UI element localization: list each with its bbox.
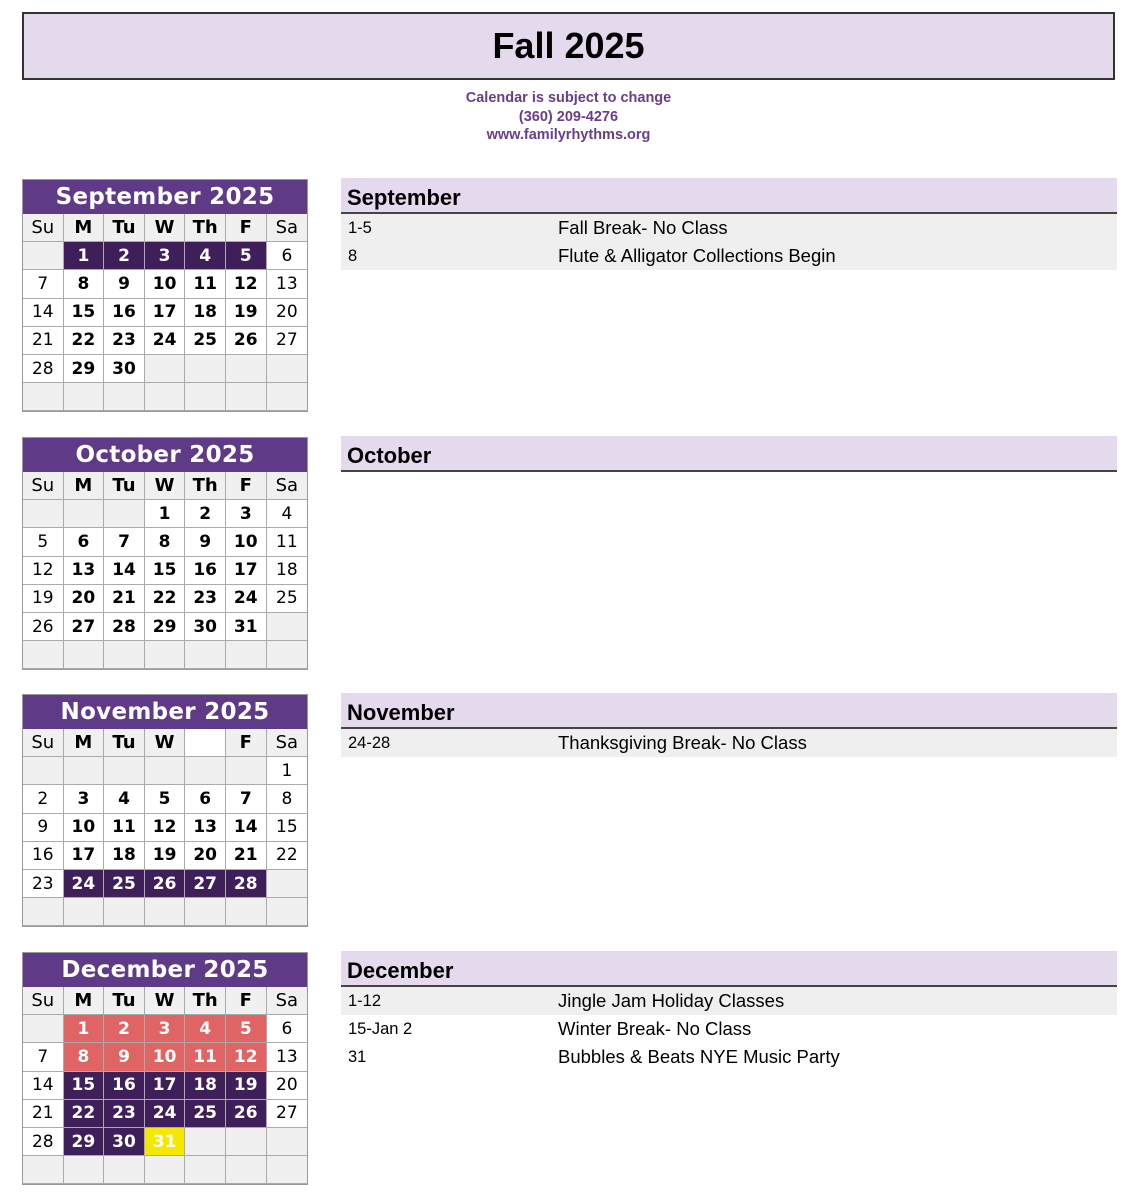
calendar-day: 26 — [226, 1100, 267, 1128]
page-title-box — [22, 12, 1115, 80]
calendar-title: November 2025 — [23, 695, 307, 729]
calendar-day: 21 — [23, 1100, 64, 1128]
calendar-day: 12 — [226, 1043, 267, 1071]
calendar-day: 16 — [104, 1072, 145, 1100]
calendar-day: 6 — [267, 1015, 308, 1043]
event-date: 24-28 — [348, 733, 391, 752]
calendar-grid — [23, 987, 307, 1184]
calendar-day: 11 — [104, 814, 145, 842]
event-row — [341, 242, 1117, 270]
calendar-grid — [23, 729, 307, 926]
calendar-day: 5 — [226, 242, 267, 270]
calendar-day: 25 — [267, 585, 308, 613]
calendar-day: 17 — [226, 557, 267, 585]
subtitle-phone[interactable]: (360) 209-4276 — [518, 108, 619, 125]
calendar-day: 7 — [23, 270, 64, 298]
calendar-day: 20 — [185, 842, 226, 870]
event-date: 1-5 — [348, 218, 372, 237]
calendar-day: 24 — [226, 585, 267, 613]
calendar-empty-cell — [23, 757, 64, 785]
calendar-day: 18 — [104, 842, 145, 870]
calendar-day: 2 — [104, 242, 145, 270]
calendar-title: September 2025 — [23, 180, 307, 214]
calendar-day: 5 — [145, 785, 186, 813]
calendar-grid — [23, 214, 307, 411]
calendar-day: 31 — [145, 1128, 186, 1156]
calendar-day: 25 — [185, 1100, 226, 1128]
calendar-empty-cell — [267, 355, 308, 383]
event-date: 1-12 — [348, 991, 382, 1010]
calendar-empty-cell — [104, 1156, 145, 1184]
calendar-day: 19 — [23, 585, 64, 613]
calendar-empty-cell — [267, 641, 308, 669]
calendar-september — [22, 179, 308, 412]
calendar-day: 6 — [185, 785, 226, 813]
events-november — [341, 693, 1117, 757]
event-row — [341, 1015, 1117, 1043]
calendar-day: 12 — [145, 814, 186, 842]
calendar-day: 8 — [64, 1043, 105, 1071]
calendar-day: 18 — [267, 557, 308, 585]
calendar-day: 2 — [185, 500, 226, 528]
calendar-empty-cell — [267, 898, 308, 926]
calendar-empty-cell — [104, 383, 145, 411]
calendar-day: 17 — [64, 842, 105, 870]
calendar-day: 29 — [64, 355, 105, 383]
calendar-empty-cell — [185, 355, 226, 383]
subtitle-note: Calendar is subject to change — [465, 90, 672, 106]
weekday-header: Th — [185, 214, 226, 242]
calendar-title: October 2025 — [23, 438, 307, 472]
event-description: Bubbles & Beats NYE Music Party — [558, 1046, 840, 1067]
calendar-day: 7 — [23, 1043, 64, 1071]
calendar-day: 7 — [226, 785, 267, 813]
calendar-day: 13 — [267, 1043, 308, 1071]
calendar-empty-cell — [267, 870, 308, 898]
calendar-empty-cell — [185, 1128, 226, 1156]
calendar-day: 19 — [145, 842, 186, 870]
calendar-day: 22 — [145, 585, 186, 613]
calendar-empty-cell — [185, 1156, 226, 1184]
calendar-empty-cell — [64, 898, 105, 926]
weekday-header: M — [64, 987, 105, 1015]
calendar-day: 14 — [104, 557, 145, 585]
subtitle-block — [0, 89, 1129, 145]
calendar-empty-cell — [23, 641, 64, 669]
calendar-empty-cell — [226, 641, 267, 669]
calendar-day: 21 — [23, 327, 64, 355]
calendar-day: 29 — [64, 1128, 105, 1156]
weekday-header: M — [64, 214, 105, 242]
calendar-empty-cell — [64, 500, 105, 528]
calendar-empty-cell — [226, 383, 267, 411]
calendar-empty-cell — [104, 641, 145, 669]
calendar-day: 5 — [226, 1015, 267, 1043]
calendar-day: 18 — [185, 299, 226, 327]
calendar-day: 14 — [23, 299, 64, 327]
calendar-day: 11 — [185, 1043, 226, 1071]
calendar-day: 23 — [104, 327, 145, 355]
calendar-empty-cell — [64, 757, 105, 785]
events-heading: November — [341, 693, 1117, 729]
calendar-day: 1 — [145, 500, 186, 528]
event-date: 31 — [348, 1047, 367, 1066]
calendar-day: 24 — [145, 327, 186, 355]
weekday-header: Su — [23, 214, 64, 242]
weekday-header: Tu — [104, 987, 145, 1015]
events-heading: December — [341, 951, 1117, 987]
calendar-empty-cell — [226, 355, 267, 383]
calendar-day: 3 — [226, 500, 267, 528]
calendar-empty-cell — [23, 242, 64, 270]
events-september — [341, 178, 1117, 270]
calendar-day: 24 — [64, 870, 105, 898]
weekday-header: F — [226, 987, 267, 1015]
calendar-day: 20 — [64, 585, 105, 613]
weekday-header: Tu — [104, 214, 145, 242]
weekday-header — [185, 729, 226, 757]
calendar-empty-cell — [185, 757, 226, 785]
calendar-day: 20 — [267, 1072, 308, 1100]
calendar-day: 6 — [267, 242, 308, 270]
calendar-day: 19 — [226, 299, 267, 327]
calendar-empty-cell — [145, 355, 186, 383]
calendar-day: 30 — [104, 355, 145, 383]
calendar-day: 1 — [267, 757, 308, 785]
calendar-empty-cell — [185, 383, 226, 411]
calendar-empty-cell — [267, 1128, 308, 1156]
event-row — [341, 729, 1117, 757]
calendar-day: 26 — [145, 870, 186, 898]
calendar-day: 16 — [185, 557, 226, 585]
calendar-day: 28 — [104, 613, 145, 641]
calendar-empty-cell — [104, 757, 145, 785]
calendar-day: 9 — [104, 1043, 145, 1071]
calendar-day: 13 — [185, 814, 226, 842]
calendar-day: 2 — [104, 1015, 145, 1043]
calendar-day: 1 — [64, 242, 105, 270]
event-description: Winter Break- No Class — [558, 1018, 752, 1039]
calendar-empty-cell — [145, 757, 186, 785]
calendar-day: 17 — [145, 299, 186, 327]
calendar-day: 3 — [64, 785, 105, 813]
calendar-day: 9 — [104, 270, 145, 298]
calendar-day: 3 — [145, 1015, 186, 1043]
calendar-day: 15 — [64, 1072, 105, 1100]
weekday-header: W — [145, 987, 186, 1015]
weekday-header: Tu — [104, 729, 145, 757]
event-description: Flute & Alligator Collections Begin — [558, 245, 836, 266]
calendar-day: 27 — [267, 327, 308, 355]
calendar-empty-cell — [145, 1156, 186, 1184]
calendar-day: 28 — [23, 1128, 64, 1156]
calendar-day: 30 — [104, 1128, 145, 1156]
calendar-day: 9 — [185, 528, 226, 556]
calendar-title: December 2025 — [23, 953, 307, 987]
weekday-header: Th — [185, 472, 226, 500]
calendar-day: 11 — [267, 528, 308, 556]
weekday-header: Su — [23, 729, 64, 757]
event-row — [341, 1043, 1117, 1071]
events-heading: September — [341, 178, 1117, 214]
calendar-day: 9 — [23, 814, 64, 842]
calendar-day: 4 — [104, 785, 145, 813]
calendar-day: 12 — [23, 557, 64, 585]
calendar-day: 8 — [64, 270, 105, 298]
calendar-day: 12 — [226, 270, 267, 298]
calendar-day: 15 — [267, 814, 308, 842]
calendar-day: 28 — [226, 870, 267, 898]
events-october — [341, 436, 1117, 472]
subtitle-website[interactable]: www.familyrhythms.org — [486, 127, 651, 143]
calendar-empty-cell — [226, 1128, 267, 1156]
calendar-day: 10 — [145, 270, 186, 298]
calendar-day: 29 — [145, 613, 186, 641]
weekday-header: Sa — [267, 987, 308, 1015]
calendar-day: 4 — [185, 1015, 226, 1043]
calendar-day: 8 — [267, 785, 308, 813]
weekday-header: M — [64, 472, 105, 500]
calendar-day: 25 — [104, 870, 145, 898]
calendar-day: 23 — [23, 870, 64, 898]
calendar-day: 22 — [267, 842, 308, 870]
calendar-empty-cell — [185, 641, 226, 669]
calendar-day: 27 — [185, 870, 226, 898]
calendar-day: 3 — [145, 242, 186, 270]
calendar-empty-cell — [64, 383, 105, 411]
calendar-day: 22 — [64, 1100, 105, 1128]
calendar-day: 8 — [145, 528, 186, 556]
calendar-day: 4 — [185, 242, 226, 270]
calendar-day: 25 — [185, 327, 226, 355]
calendar-day: 22 — [64, 327, 105, 355]
calendar-day: 16 — [23, 842, 64, 870]
calendar-day: 6 — [64, 528, 105, 556]
event-description: Fall Break- No Class — [558, 217, 728, 238]
page-title: Fall 2025 — [492, 25, 645, 66]
weekday-header: Su — [23, 472, 64, 500]
calendar-empty-cell — [267, 383, 308, 411]
weekday-header: F — [226, 729, 267, 757]
calendar-day: 23 — [185, 585, 226, 613]
calendar-day: 5 — [23, 528, 64, 556]
calendar-day: 10 — [64, 814, 105, 842]
calendar-empty-cell — [64, 641, 105, 669]
calendar-day: 26 — [226, 327, 267, 355]
weekday-header: Tu — [104, 472, 145, 500]
event-row — [341, 987, 1117, 1015]
calendar-day: 31 — [226, 613, 267, 641]
calendar-day: 24 — [145, 1100, 186, 1128]
calendar-day: 2 — [23, 785, 64, 813]
calendar-day: 15 — [145, 557, 186, 585]
calendar-empty-cell — [23, 500, 64, 528]
calendar-day: 26 — [23, 613, 64, 641]
event-date: 8 — [348, 246, 358, 265]
calendar-empty-cell — [104, 500, 145, 528]
calendar-empty-cell — [104, 898, 145, 926]
calendar-day: 21 — [226, 842, 267, 870]
weekday-header: Sa — [267, 472, 308, 500]
calendar-grid — [23, 472, 307, 669]
weekday-header: M — [64, 729, 105, 757]
calendar-day: 17 — [145, 1072, 186, 1100]
calendar-day: 1 — [64, 1015, 105, 1043]
calendar-day: 7 — [104, 528, 145, 556]
calendar-empty-cell — [64, 1156, 105, 1184]
calendar-day: 13 — [267, 270, 308, 298]
calendar-empty-cell — [226, 1156, 267, 1184]
calendar-day: 19 — [226, 1072, 267, 1100]
event-description: Jingle Jam Holiday Classes — [558, 990, 785, 1011]
calendar-day: 4 — [267, 500, 308, 528]
calendar-day: 20 — [267, 299, 308, 327]
calendar-day: 13 — [64, 557, 105, 585]
events-heading: October — [341, 436, 1117, 472]
calendar-december — [22, 952, 308, 1185]
event-date: 15-Jan 2 — [348, 1019, 413, 1038]
calendar-day: 30 — [185, 613, 226, 641]
calendar-day: 10 — [226, 528, 267, 556]
weekday-header: F — [226, 214, 267, 242]
calendar-empty-cell — [23, 898, 64, 926]
calendar-empty-cell — [145, 383, 186, 411]
calendar-day: 14 — [226, 814, 267, 842]
event-description: Thanksgiving Break- No Class — [558, 732, 807, 753]
calendar-day: 11 — [185, 270, 226, 298]
calendar-empty-cell — [226, 898, 267, 926]
calendar-day: 16 — [104, 299, 145, 327]
calendar-empty-cell — [145, 641, 186, 669]
calendar-day: 18 — [185, 1072, 226, 1100]
calendar-day: 15 — [64, 299, 105, 327]
calendar-empty-cell — [145, 898, 186, 926]
weekday-header: Th — [185, 987, 226, 1015]
calendar-empty-cell — [267, 1156, 308, 1184]
calendar-day: 10 — [145, 1043, 186, 1071]
calendar-day: 27 — [64, 613, 105, 641]
weekday-header: W — [145, 214, 186, 242]
events-december — [341, 951, 1117, 1071]
calendar-empty-cell — [23, 1156, 64, 1184]
calendar-day: 27 — [267, 1100, 308, 1128]
weekday-header: Sa — [267, 729, 308, 757]
calendar-day: 14 — [23, 1072, 64, 1100]
calendar-empty-cell — [267, 613, 308, 641]
calendar-day: 28 — [23, 355, 64, 383]
calendar-day: 21 — [104, 585, 145, 613]
calendar-october — [22, 437, 308, 670]
weekday-header: Sa — [267, 214, 308, 242]
calendar-november — [22, 694, 308, 927]
calendar-empty-cell — [226, 757, 267, 785]
calendar-day: 23 — [104, 1100, 145, 1128]
weekday-header: F — [226, 472, 267, 500]
weekday-header: Su — [23, 987, 64, 1015]
weekday-header: W — [145, 729, 186, 757]
calendar-empty-cell — [23, 383, 64, 411]
calendar-empty-cell — [23, 1015, 64, 1043]
weekday-header: W — [145, 472, 186, 500]
event-row — [341, 214, 1117, 242]
calendar-empty-cell — [185, 898, 226, 926]
